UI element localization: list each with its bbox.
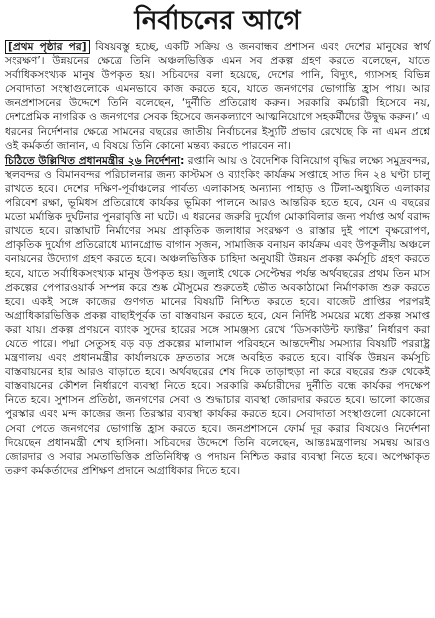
continued-from-label: [প্রথম পৃষ্ঠার পর]: [5, 40, 90, 54]
article-paragraph-2: [5, 154, 430, 478]
subheading-directives: চিঠিতে উল্লিখিত প্রধানমন্ত্রীর ২৬ নির্দেশনা: [5, 154, 181, 167]
paragraph-1-text: বিষয়বস্তু হচ্ছে, একটি সক্রিয় ও জনবান্ধব প্রশাসন এবং দেশের মানুষের স্বার্থ সংরক্ষণ’। উন্নয়নের ক্ষেত্রে তিনি অঞ্চলভিত্তিক এমন সব প্রকল্প গ্রহণ করতে বলেছেন, যাতে সর্বাধিকসংখ্যক মানুষ উপকৃত হয়। সচিবদের বলা হয়েছে, দেশের পানি, বিদ্যুৎ, গ্যাসসহ বিভিন্ন সেবাদাতা সংস্থাগুলোকে এমনভাবে কাজ করতে হবে, যাতে জনগণের ভোগান্তি হ্রাস পায়। আর জনপ্রশাসনের উদ্দেশে তিনি বলেছেন, ‘দুর্নীতি প্রতিরোধ করুন। সরকারি কর্মচারী হিসেবে নয়, দেশপ্রেমিক নাগরিক ও জনগণের সেবক হিসেবে জনকল্যাণে আত্মনিয়োগে সহকর্মীদের উদ্বুদ্ধ করুন।’ এ ধরনের নির্দেশনার ক্ষেত্রে সামনের বছরের জাতীয় নির্বাচনের ইস্যুটি প্রভাব রেখেছে কি না এমন প্রশ্নে ওই কর্মকর্তা জানান, এ বিষয়ে তিনি কোনো মন্তব্য করতে পারবেন না।: [5, 41, 430, 152]
continued-from-text: প্রথম পৃষ্ঠার পর: [12, 41, 82, 53]
article-paragraph-1: [5, 40, 430, 153]
paragraph-2-text: রপ্তানি আয় ও বৈদেশিক বিনিয়োগ বৃদ্ধির লক্ষ্যে সমুদ্রবন্দর, স্থলবন্দর ও বিমানবন্দর পরিচালনার জন্য কাস্টমস ও ব্যাংকিং কার্যক্রম সপ্তাহে সাত দিন ২৪ ঘণ্টা চালু রাখতে হবে। দেশের দক্ষিণ-পূর্বাঞ্চলের পার্বত্য এলাকাসহ অন্যান্য পাহাড় ও টিলা-অধ্যুষিত এলাকার পরিবেশ রক্ষা, ভূমিধস প্রতিরোধে কার্যকর ভূমিকা পালনে আরও আন্তরিক হতে হবে, যেন এ বছরের মতো মর্মান্তিক দুর্ঘটনার পুনরাবৃত্তি না ঘটে। এ ধরনের জরুরি দুর্যোগ মোকাবিলার জন্য পর্যাপ্ত অর্থ বরাদ্দ রাখতে হবে। রাস্তাঘাট নির্মাণের সময় প্রাকৃতিক জলাধার সংরক্ষণ ও রাস্তার দুই পাশে বৃক্ষরোপণ, প্রাকৃতিক দুর্যোগ প্রতিরোধে ম্যানগ্রোভ বাগান সৃজন, সামাজিক বনায়ন কার্যক্রম এবং উপকূলীয় অঞ্চলে বনায়নের উদ্যোগ গ্রহণ করতে হবে। অঞ্চলভিত্তিক চাহিদা অনুযায়ী উন্নয়ন প্রকল্প কর্মসূচি গ্রহণ করতে হবে, যাতে সর্বাধিকসংখ্যক মানুষ উপকৃত হয়। জুলাই থেকে সেপ্টেম্বর পর্যন্ত অর্থবছরের প্রথম তিন মাস প্রকল্পের পেপারওয়ার্ক সম্পন্ন করে শুষ্ক মৌসুমের শুরুতেই ভৌত অবকাঠামো নির্মাণকাজ শুরু করতে হবে। একই সঙ্গে কাজের গুণগত মানের বিষয়টি নিশ্চিত করতে হবে। বাজেট প্রাপ্তির পরপরই অগ্রাধিকারভিত্তিক প্রকল্প বাছাইপূর্বক তা বাস্তবায়ন করতে হবে, যেন নির্দিষ্ট সময়ের মধ্যে প্রকল্প সমাপ্ত করা যায়। প্রকল্প প্রণয়নে ব্যাংক সুদের হারের সঙ্গে সামঞ্জস্য রেখে ‘ডিসকাউন্ট ফ্যাক্টর’ নির্ধারণ করা যেতে পারে। পদ্মা সেতুসহ বড় বড় প্রকল্পের মালামাল পরিবহনে আন্তদেশীয় সমস্যার বিষয়টি পররাষ্ট্র মন্ত্রণালয় এবং প্রধানমন্ত্রীর কার্যালয়কে দ্রুততার সঙ্গে অবহিত করতে হবে। বার্ষিক উন্নয়ন কর্মসূচি বাস্তবায়নের হার আরও বাড়াতে হবে। অর্থবছরের শেষ দিকে তাড়াহুড়া না করে বছরের শুরু থেকেই বাস্তবায়নের কৌশল নির্ধারণে ব্যবস্থা নিতে হবে। সরকারি কর্মচারীদের দুর্নীতি বন্ধে কার্যকর পদক্ষেপ নিতে হবে। সুশাসন প্রতিষ্ঠা, জনগণের সেবা ও শুদ্ধাচার ব্যবস্থা জোরদার করতে হবে। ভালো কাজের পুরস্কার এবং মন্দ কাজের জন্য তিরস্কার ব্যবস্থা কার্যকর করতে হবে। সেবাদাতা সংস্থাগুলো যেকোনো সেবা পেতে জনগণের ভোগান্তি হ্রাস করতে হবে। জনপ্রশাসনে ফোর্ম দূর করার বিষয়েও নির্দেশনা দিয়েছেন প্রধানমন্ত্রী শেখ হাসিনা। সচিবদের উদ্দেশে তিনি বলেছেন, আন্তঃমন্ত্রণালয় সমন্বয় আরও জোরদার ও সবার সমতাভিত্তিক প্রতিনিধিত্ব ও পদায়ন নিশ্চিত করার ব্যবস্থা নিতে হবে। অপেক্ষাকৃত তরুণ কর্মকর্তাদের প্রশিক্ষণ প্রদানে অগ্রাধিকার দিতে হবে।: [5, 154, 431, 477]
article-body: [5, 40, 430, 478]
article-headline: নির্বাচনের আগে: [134, 6, 301, 36]
subheading-colon: :: [180, 154, 185, 167]
